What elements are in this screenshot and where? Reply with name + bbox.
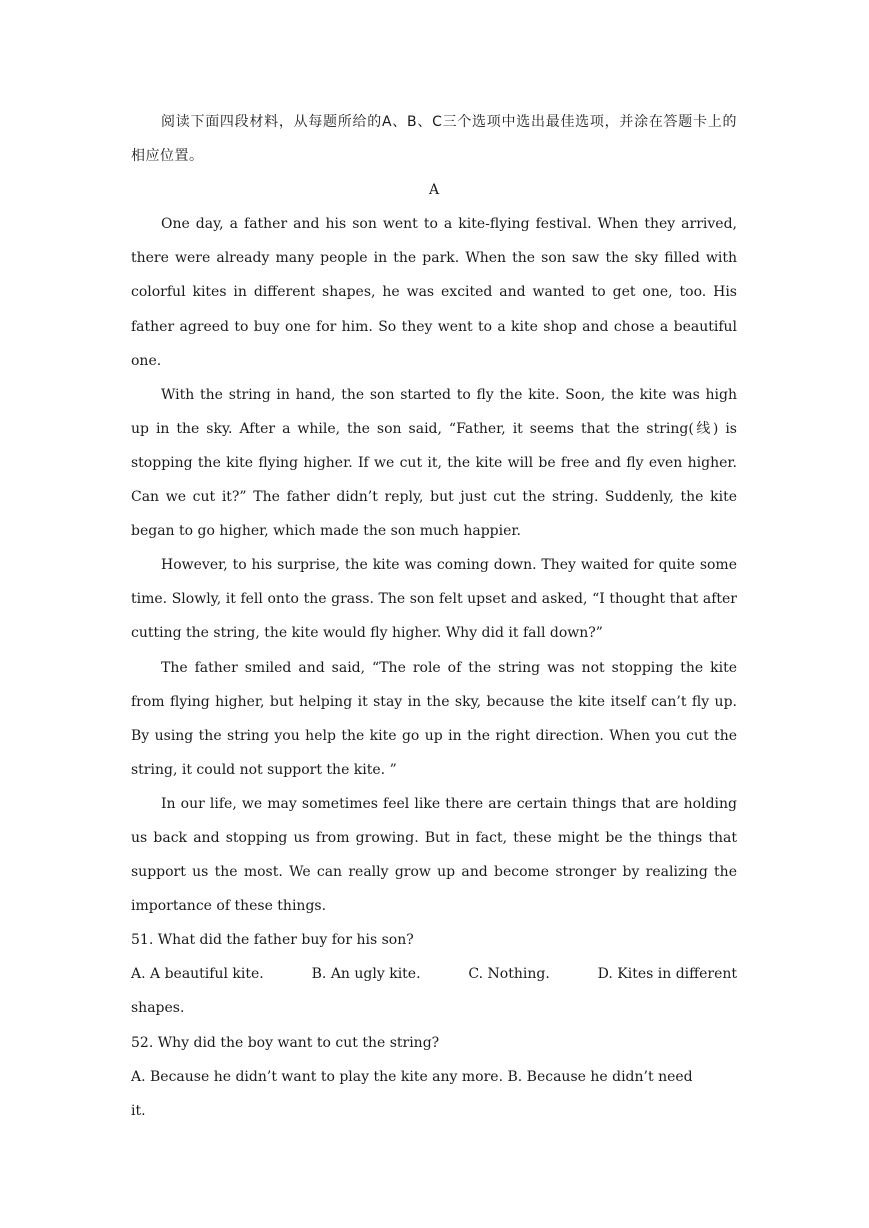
question-51-option-c: C. Nothing. bbox=[468, 966, 550, 983]
passage-paragraph-1: One day, a father and his son went to a kite-flying festival. When they arrived, there were already many people in the park. When the son saw the sky filled with colorful kites in different shapes, he was excited and wanted to get one, too. His father agreed to buy one for him. So they went to a kite shop and chose a beautiful one. bbox=[131, 216, 737, 369]
question-51-option-a: A. A beautiful kite. bbox=[131, 966, 264, 983]
passage-paragraph-5: In our life, we may sometimes feel like there are certain things that are holding us back and stopping us from growing. But in fact, these might be the things that support us the most. We can really grow up and become stronger by realizing the importance of these things. bbox=[131, 795, 737, 915]
section-label: A bbox=[428, 182, 440, 199]
passage-paragraph-4: The father smiled and said, “The role of the string was not stopping the kite from flying higher, but helping it stay in the sky, because the kite itself can’t fly up. By using the string you help the kite go up in the right direction. When you cut the string, it could not support the kite. ” bbox=[131, 659, 737, 778]
question-51-option-b: B. An ugly kite. bbox=[311, 966, 421, 983]
exam-page bbox=[131, 105, 737, 1128]
question-52-options: A. Because he didn’t want to play the kite any more. B. Because he didn’t need bbox=[131, 1068, 693, 1085]
instructions-text: 阅读下面四段材料，从每题所给的A、B、C三个选项中选出最佳选项，并涂在答题卡上的相应位置。 bbox=[131, 114, 737, 165]
question-51-option-d: D. Kites in different bbox=[597, 966, 737, 983]
passage-paragraph-3: However, to his surprise, the kite was coming down. They waited for quite some time. Slowly, it fell onto the grass. The son felt upset and asked, “I thought that after cutting the string, the kite would fly higher. Why did it fall down?” bbox=[131, 557, 737, 642]
question-51-stem: 51. What did the father buy for his son? bbox=[131, 932, 414, 949]
question-51-options bbox=[131, 957, 737, 991]
question-52-option-continued: it. bbox=[131, 1102, 146, 1119]
question-51-option-d-continued: shapes. bbox=[131, 1000, 185, 1017]
passage-paragraph-2: With the string in hand, the son started to fly the kite. Soon, the kite was high up in the sky. After a while, the son said, “Father, it seems that the string(线) is stopping the kite flying higher. If we cut it, the kite will be free and fly even higher. Can we cut it?” The father didn’t reply, but just cut the string. Suddenly, the kite began to go higher, which made the son much happier. bbox=[131, 386, 737, 540]
question-52-stem: 52. Why did the boy want to cut the string? bbox=[131, 1034, 440, 1051]
